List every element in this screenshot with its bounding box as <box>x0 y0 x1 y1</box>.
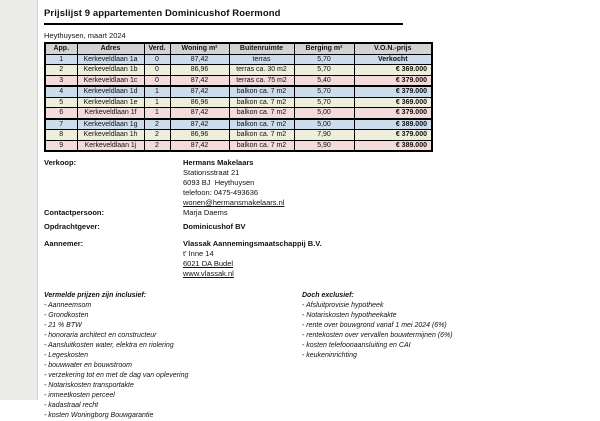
term-item: - kosten telefoonaansluiting en CAI <box>302 342 411 349</box>
cell-prijs: Verkocht <box>354 54 432 65</box>
aannemer-street: t' Inne 14 <box>183 249 214 258</box>
cell-buitenruimte: balkon ca. 7 m2 <box>229 140 294 151</box>
cell-app: 2 <box>45 65 77 76</box>
aannemer-name: Vlassak Aannemingsmaatschappij B.V. <box>183 239 322 248</box>
opdrachtgever-name: Dominicushof BV <box>183 222 246 231</box>
cell-app: 1 <box>45 54 77 65</box>
cell-berging: 5,40 <box>294 75 354 86</box>
cell-woning: 87,42 <box>170 119 229 130</box>
cell-buitenruimte: balkon ca. 7 m2 <box>229 130 294 141</box>
spacer <box>44 259 183 269</box>
table-row <box>45 108 432 119</box>
table-header-row <box>45 43 432 54</box>
cell-app: 8 <box>45 130 77 141</box>
table-row <box>45 86 432 97</box>
cell-berging: 5,70 <box>294 65 354 76</box>
term-item: - rentekosten over vervallen bouwtermijnen (6%) <box>302 332 453 339</box>
table-row <box>45 140 432 151</box>
cell-verd: 2 <box>144 140 170 151</box>
term-item: - rente over bouwgrond vanaf 1 mei 2024 (6%) <box>302 322 447 329</box>
cell-prijs: € 389.000 <box>354 140 432 151</box>
verkoop-email-link[interactable]: wonen@hermansmakelaars.nl <box>183 198 285 207</box>
spacer <box>44 168 183 178</box>
price-table <box>44 42 433 152</box>
cell-buitenruimte: balkon ca. 7 m2 <box>229 97 294 108</box>
exclusief-items <box>302 301 596 361</box>
cell-berging: 7,90 <box>294 130 354 141</box>
cell-berging: 5,70 <box>294 86 354 97</box>
spacer <box>44 188 183 198</box>
table-row <box>45 75 432 86</box>
cell-app: 3 <box>45 75 77 86</box>
cell-app: 7 <box>45 119 77 130</box>
document-page <box>44 8 596 421</box>
cell-verd: 2 <box>144 130 170 141</box>
cell-verd: 1 <box>144 97 170 108</box>
verkoop-city: 6093 BJ Heythuysen <box>183 178 255 187</box>
spacer <box>44 249 183 259</box>
cell-berging: 5,70 <box>294 54 354 65</box>
cell-woning: 86,96 <box>170 65 229 76</box>
spacer <box>44 198 183 208</box>
column-header-app: App. <box>45 43 77 54</box>
cell-adres: Kerkeveldlaan 1d <box>77 86 144 97</box>
cell-app: 4 <box>45 86 77 97</box>
contact-info-section <box>44 158 596 279</box>
verkoop-street: Stationsstraat 21 <box>183 168 240 177</box>
cell-buitenruimte: terras <box>229 54 294 65</box>
contactpersoon-label: Contactpersoon: <box>44 208 104 217</box>
aannemer-website-link[interactable]: www.vlassak.nl <box>183 269 234 278</box>
verkoop-name: Hermans Makelaars <box>183 158 254 167</box>
cell-prijs: € 379.000 <box>354 108 432 119</box>
cell-buitenruimte: balkon ca. 7 m2 <box>229 86 294 97</box>
column-header-woning: Woning m² <box>170 43 229 54</box>
inclusief-items <box>44 301 302 421</box>
page-left-margin <box>0 0 38 400</box>
table-row <box>45 119 432 130</box>
table-row <box>45 97 432 108</box>
cell-verd: 1 <box>144 108 170 119</box>
cell-berging: 5,70 <box>294 97 354 108</box>
cell-app: 9 <box>45 140 77 151</box>
term-item: - Legeskosten <box>44 352 88 359</box>
cell-prijs: € 389.000 <box>354 119 432 130</box>
spacer <box>44 178 183 188</box>
term-item: - Aanneemsom <box>44 302 92 309</box>
cell-adres: Kerkeveldlaan 1f <box>77 108 144 119</box>
page-title: Prijslijst 9 appartementen Dominicushof Roermond <box>44 8 403 25</box>
term-item: - Grondkosten <box>44 312 89 319</box>
table-row <box>45 65 432 76</box>
column-header-prijs: V.O.N.-prijs <box>354 43 432 54</box>
cell-verd: 1 <box>144 86 170 97</box>
inclusief-list <box>44 291 302 421</box>
terms-section <box>44 291 596 421</box>
term-item: - 21 % BTW <box>44 322 82 329</box>
term-item: - bouwwater en bouwstroom <box>44 362 132 369</box>
term-item: - Notariskosten transportakte <box>44 382 134 389</box>
term-item: - Afsluitprovisie hypotheek <box>302 302 384 309</box>
cell-woning: 87,42 <box>170 140 229 151</box>
cell-prijs: € 369.000 <box>354 65 432 76</box>
cell-berging: 5,00 <box>294 119 354 130</box>
table-row <box>45 130 432 141</box>
cell-woning: 86,96 <box>170 130 229 141</box>
date-line: Heythuysen, maart 2024 <box>44 31 126 40</box>
term-item: - verzekering tot en met de dag van oplevering <box>44 372 189 379</box>
aannemer-city-link[interactable]: 6021 DA Budel <box>183 259 234 268</box>
verkoop-label: Verkoop: <box>44 158 77 167</box>
column-header-berging: Berging m² <box>294 43 354 54</box>
cell-prijs: € 379.000 <box>354 75 432 86</box>
cell-woning: 87,42 <box>170 54 229 65</box>
cell-adres: Kerkeveldlaan 1c <box>77 75 144 86</box>
column-header-adres: Adres <box>77 43 144 54</box>
cell-buitenruimte: terras ca. 30 m2 <box>229 65 294 76</box>
cell-adres: Kerkeveldlaan 1g <box>77 119 144 130</box>
exclusief-list <box>302 291 596 421</box>
exclusief-title: Doch exclusief: <box>302 292 354 299</box>
cell-app: 6 <box>45 108 77 119</box>
term-item: - keukeninrichting <box>302 352 357 359</box>
opdrachtgever-label: Opdrachtgever: <box>44 222 100 231</box>
cell-berging: 5,00 <box>294 108 354 119</box>
table-row <box>45 54 432 65</box>
cell-adres: Kerkeveldlaan 1j <box>77 140 144 151</box>
cell-buitenruimte: terras ca. 75 m2 <box>229 75 294 86</box>
cell-adres: Kerkeveldlaan 1e <box>77 97 144 108</box>
cell-prijs: € 379.000 <box>354 86 432 97</box>
term-item: - kadastraal recht <box>44 402 99 409</box>
cell-prijs: € 369.000 <box>354 97 432 108</box>
cell-adres: Kerkeveldlaan 1b <box>77 65 144 76</box>
cell-prijs: € 379.000 <box>354 130 432 141</box>
cell-buitenruimte: balkon ca. 7 m2 <box>229 119 294 130</box>
spacer <box>44 269 183 279</box>
verkoop-phone: telefoon: 0475-493636 <box>183 188 259 197</box>
cell-verd: 0 <box>144 54 170 65</box>
column-header-buitenruimte: Buitenruimte <box>229 43 294 54</box>
aannemer-label: Aannemer: <box>44 239 84 248</box>
column-header-verd: Verd. <box>144 43 170 54</box>
cell-woning: 87,42 <box>170 75 229 86</box>
cell-woning: 86,96 <box>170 97 229 108</box>
cell-berging: 5,90 <box>294 140 354 151</box>
cell-app: 5 <box>45 97 77 108</box>
term-item: - Notariskosten hypotheekakte <box>302 312 397 319</box>
cell-buitenruimte: balkon ca. 7 m2 <box>229 108 294 119</box>
contact-name: Marja Daems <box>183 208 228 217</box>
inclusief-title: Vermelde prijzen zijn inclusief: <box>44 292 147 299</box>
cell-woning: 87,42 <box>170 86 229 97</box>
cell-verd: 0 <box>144 75 170 86</box>
cell-verd: 2 <box>144 119 170 130</box>
table-body <box>45 54 432 151</box>
term-item: - honoraria architect en constructeur <box>44 332 157 339</box>
term-item: - Aansluitkosten water, elektra en riolering <box>44 342 174 349</box>
term-item: - kosten Woningborg Bouwgarantie <box>44 412 154 419</box>
term-item: - inmeetkosten perceel <box>44 392 115 399</box>
cell-adres: Kerkeveldlaan 1a <box>77 54 144 65</box>
cell-woning: 87,42 <box>170 108 229 119</box>
cell-adres: Kerkeveldlaan 1h <box>77 130 144 141</box>
cell-verd: 0 <box>144 65 170 76</box>
